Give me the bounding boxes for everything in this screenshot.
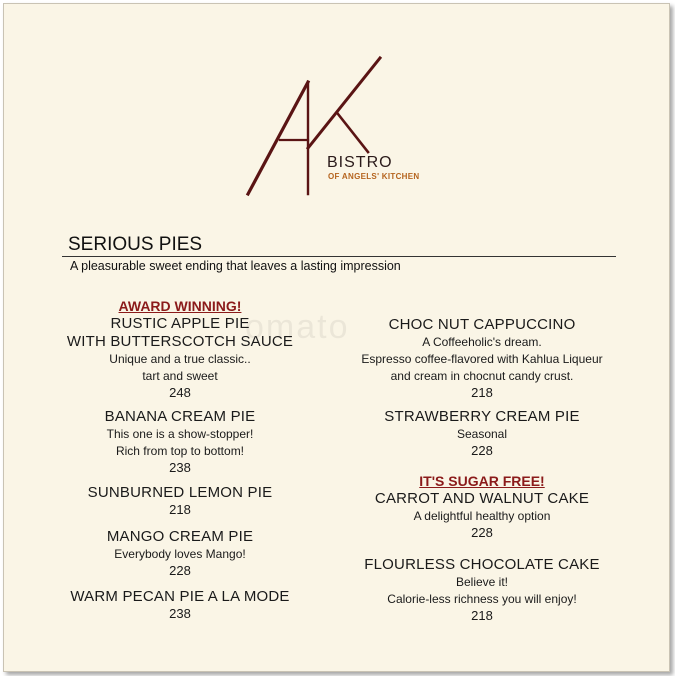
menu-item: [50, 528, 310, 579]
item-description: Espresso coffee-flavored with Kahlua Liqueur: [361, 352, 603, 366]
menu-item: [342, 556, 622, 624]
item-description: and cream in chocnut candy crust.: [390, 369, 574, 383]
item-highlight: IT'S SUGAR FREE!: [419, 473, 545, 489]
brand-name: BISTRO: [327, 154, 393, 171]
item-name: CHOC NUT CAPPUCCINO: [388, 316, 576, 333]
item-description: Seasonal: [456, 427, 508, 441]
menu-item: [50, 408, 310, 476]
item-price: 218: [471, 608, 493, 623]
menu-item: [50, 588, 310, 622]
menu-item: [50, 484, 310, 518]
section-title: SERIOUS PIES: [68, 234, 203, 255]
item-description: A Coffeeholic's dream.: [422, 335, 542, 349]
item-description: Everybody loves Mango!: [114, 547, 246, 561]
menu-item: [50, 298, 310, 401]
item-name: BANANA CREAM PIE: [104, 408, 256, 425]
menu-item: [342, 473, 622, 541]
item-name: WITH BUTTERSCOTCH SAUCE: [66, 333, 294, 350]
section-divider: [62, 256, 616, 257]
item-description: Rich from top to bottom!: [115, 444, 245, 458]
item-name: SUNBURNED LEMON PIE: [87, 484, 273, 501]
item-price: 218: [169, 502, 191, 517]
watermark: omato: [245, 308, 350, 346]
left-column: [50, 298, 310, 628]
item-name: MANGO CREAM PIE: [106, 528, 254, 545]
right-column: [342, 316, 622, 626]
item-price: 248: [169, 385, 191, 400]
item-description: Believe it!: [455, 575, 509, 589]
item-description: tart and sweet: [142, 369, 218, 383]
menu-item: [342, 316, 622, 401]
brand-subtitle: OF ANGELS' KITCHEN: [328, 172, 420, 181]
menu-item: [342, 408, 622, 459]
item-price: 238: [169, 606, 191, 621]
item-name: RUSTIC APPLE PIE: [110, 315, 250, 332]
section-tagline: A pleasurable sweet ending that leaves a lasting impression: [70, 259, 401, 273]
item-price: 228: [471, 443, 493, 458]
item-description: This one is a show-stopper!: [106, 427, 254, 441]
item-name: FLOURLESS CHOCOLATE CAKE: [364, 556, 600, 573]
item-price: 218: [471, 385, 493, 400]
item-description: Unique and a true classic..: [109, 352, 251, 366]
item-name: CARROT AND WALNUT CAKE: [374, 490, 590, 507]
item-name: WARM PECAN PIE A LA MODE: [70, 588, 290, 605]
item-description: A delightful healthy option: [413, 509, 551, 523]
item-price: 228: [471, 525, 493, 540]
item-price: 238: [169, 460, 191, 475]
item-highlight: AWARD WINNING!: [118, 298, 242, 314]
item-description: Calorie-less richness you will enjoy!: [387, 592, 577, 606]
item-name: STRAWBERRY CREAM PIE: [384, 408, 580, 425]
item-price: 228: [169, 563, 191, 578]
